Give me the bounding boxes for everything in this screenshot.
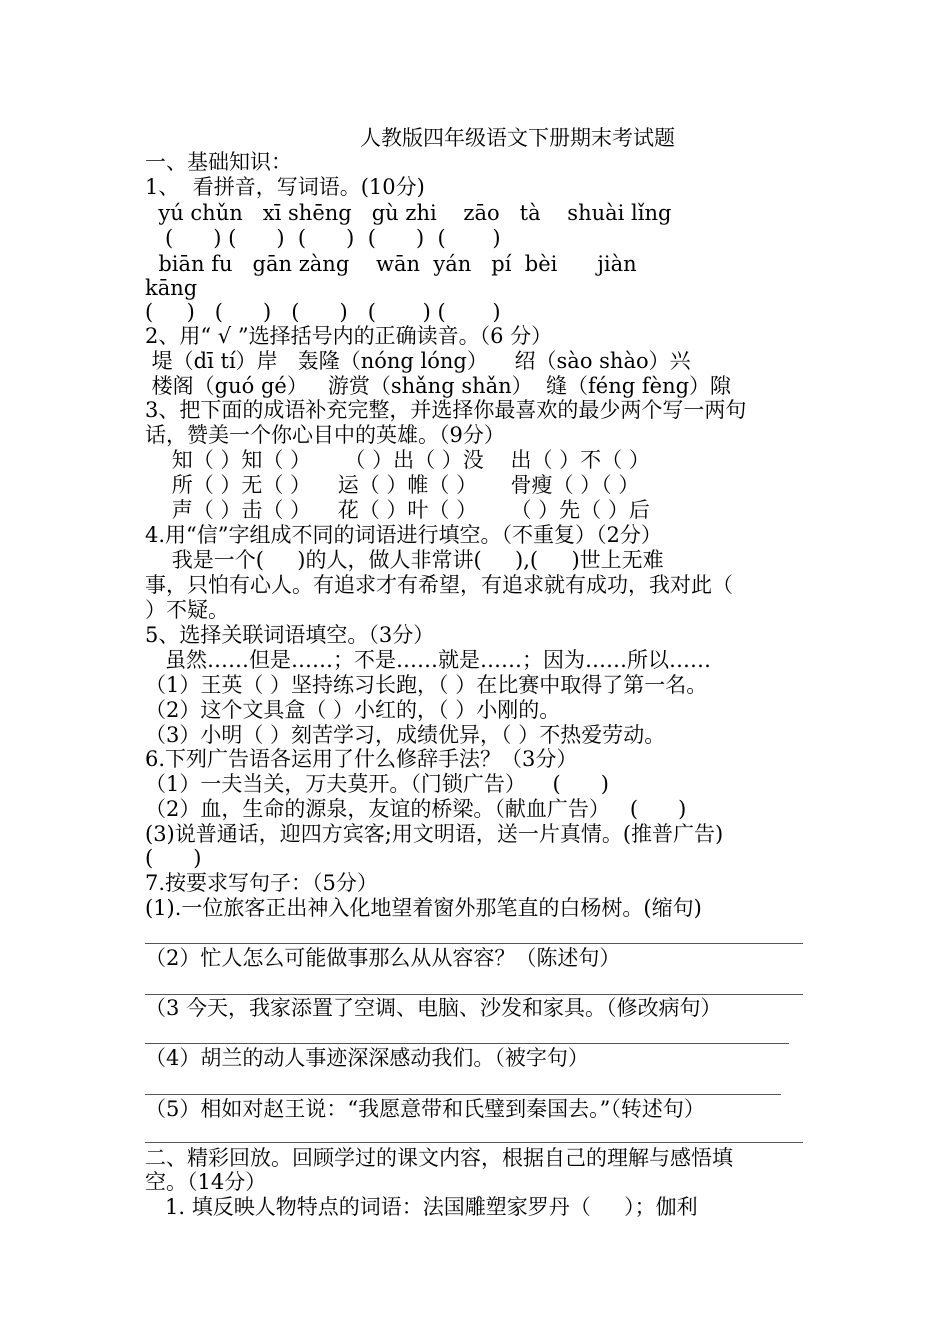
- text-line: 堤（dī tí）岸 轰隆（nóng lóng） 绍（sào shào）兴: [145, 349, 691, 373]
- text-line: （1）王英（ ）坚持练习长跑，（ ）在比赛中取得了第一名。: [145, 673, 708, 697]
- text-line: 楼阁（guó gé） 游赏（shǎng shǎn） 缝（féng fèng）隙: [145, 374, 732, 398]
- text-line: 7.按要求写句子：（5分）: [145, 871, 378, 895]
- text-line: ( ) ( ) ( ) ( ) ( ): [145, 226, 501, 250]
- text-line: 5、选择关联词语填空。（3分）: [145, 623, 435, 647]
- text-line: 所（ ）无（ ） 运（ ）帷（ ） 骨瘦（ ）（ ）: [145, 473, 640, 497]
- text-line: （2）忙人怎么可能做事那么从从容容？（陈述句）: [145, 946, 621, 970]
- text-line: 2、用“ √ ”选择括号内的正确读音。（6 分）: [145, 324, 553, 348]
- text-line: 事，只怕有心人。有追求才有希望，有追求就有成功，我对此（: [145, 573, 733, 597]
- text-line: （5）相如对赵王说：“我愿意带和氏璧到秦国去。”（转述句）: [145, 1097, 705, 1121]
- text-line: （3 今天，我家添置了空调、电脑、沙发和家具。（修改病句）: [145, 996, 722, 1020]
- text-line: （2）这个文具盒（ ）小红的，（ ）小刚的。: [145, 698, 561, 722]
- text-line: （1）一夫当关，万夫莫开。（门锁广告） ( ): [145, 772, 609, 796]
- text-line: 二、精彩回放。回顾学过的课文内容，根据自己的理解与感悟填: [145, 1146, 733, 1170]
- answer-rule: [145, 1142, 803, 1143]
- text-line: 一、基础知识：: [145, 150, 292, 174]
- text-line: 1. 填反映人物特点的词语：法国雕塑家罗丹（ ）；伽利: [145, 1195, 698, 1219]
- text-line: （4）胡兰的动人事迹深深感动我们。（被字句）: [145, 1046, 589, 1070]
- text-line: (1).一位旅客正出神入化地望着窗外那笔直的白杨树。(缩句): [145, 896, 702, 920]
- text-line: ( ) ( ) ( ) ( ) ( ): [145, 300, 501, 324]
- text-line: 我是一个( )的人，做人非常讲( ),( )世上无难: [145, 548, 664, 572]
- text-line: yú chǔn xī shēng gù zhi zāo tà shuài lǐng: [145, 201, 672, 225]
- answer-rule: [145, 943, 803, 944]
- text-line: 空。（14分）: [145, 1170, 267, 1194]
- text-line: 4.用“信”字组成不同的词语进行填空。（不重复）（2分）: [145, 523, 662, 547]
- answer-rule: [145, 994, 803, 995]
- text-line: (3)说普通话，迎四方宾客;用文明语，送一片真情。(推普广告): [145, 822, 724, 846]
- text-line: kāng: [145, 276, 198, 300]
- text-line: 知（ ）知（ ） （ ）出（ ）没 出（ ）不（ ）: [145, 448, 650, 472]
- text-line: 虽然……但是……；不是……就是……；因为……所以……: [145, 648, 712, 672]
- text-line: biān fu gān zàng wān yán pí bèi jiàn: [145, 252, 637, 276]
- text-line: ( ): [145, 846, 202, 870]
- text-line: 话，赞美一个你心目中的英雄。（9分）: [145, 423, 505, 447]
- text-line: （2）血，生命的源泉，友谊的桥梁。（献血广告） ( ): [145, 797, 687, 821]
- text-line: （3）小明（ ）刻苦学习，成绩优异，（ ）不热爱劳动。: [145, 723, 666, 747]
- text-line: 6.下列广告语各运用了什么修辞手法？（3分）: [145, 747, 578, 771]
- text-line: ）不疑。: [145, 598, 229, 622]
- text-line: 声（ ）击（ ） 花（ ）叶（ ） （ ）先（ ）后: [145, 498, 650, 522]
- text-line: 3、把下面的成语补充完整，并选择你最喜欢的最少两个写一两句: [145, 398, 747, 422]
- answer-rule: [145, 1094, 781, 1095]
- answer-rule: [145, 1043, 789, 1044]
- text-line: 1、 看拼音，写词语。(10分): [145, 175, 425, 199]
- exam-title: 人教版四年级语文下册期末考试题: [360, 126, 675, 150]
